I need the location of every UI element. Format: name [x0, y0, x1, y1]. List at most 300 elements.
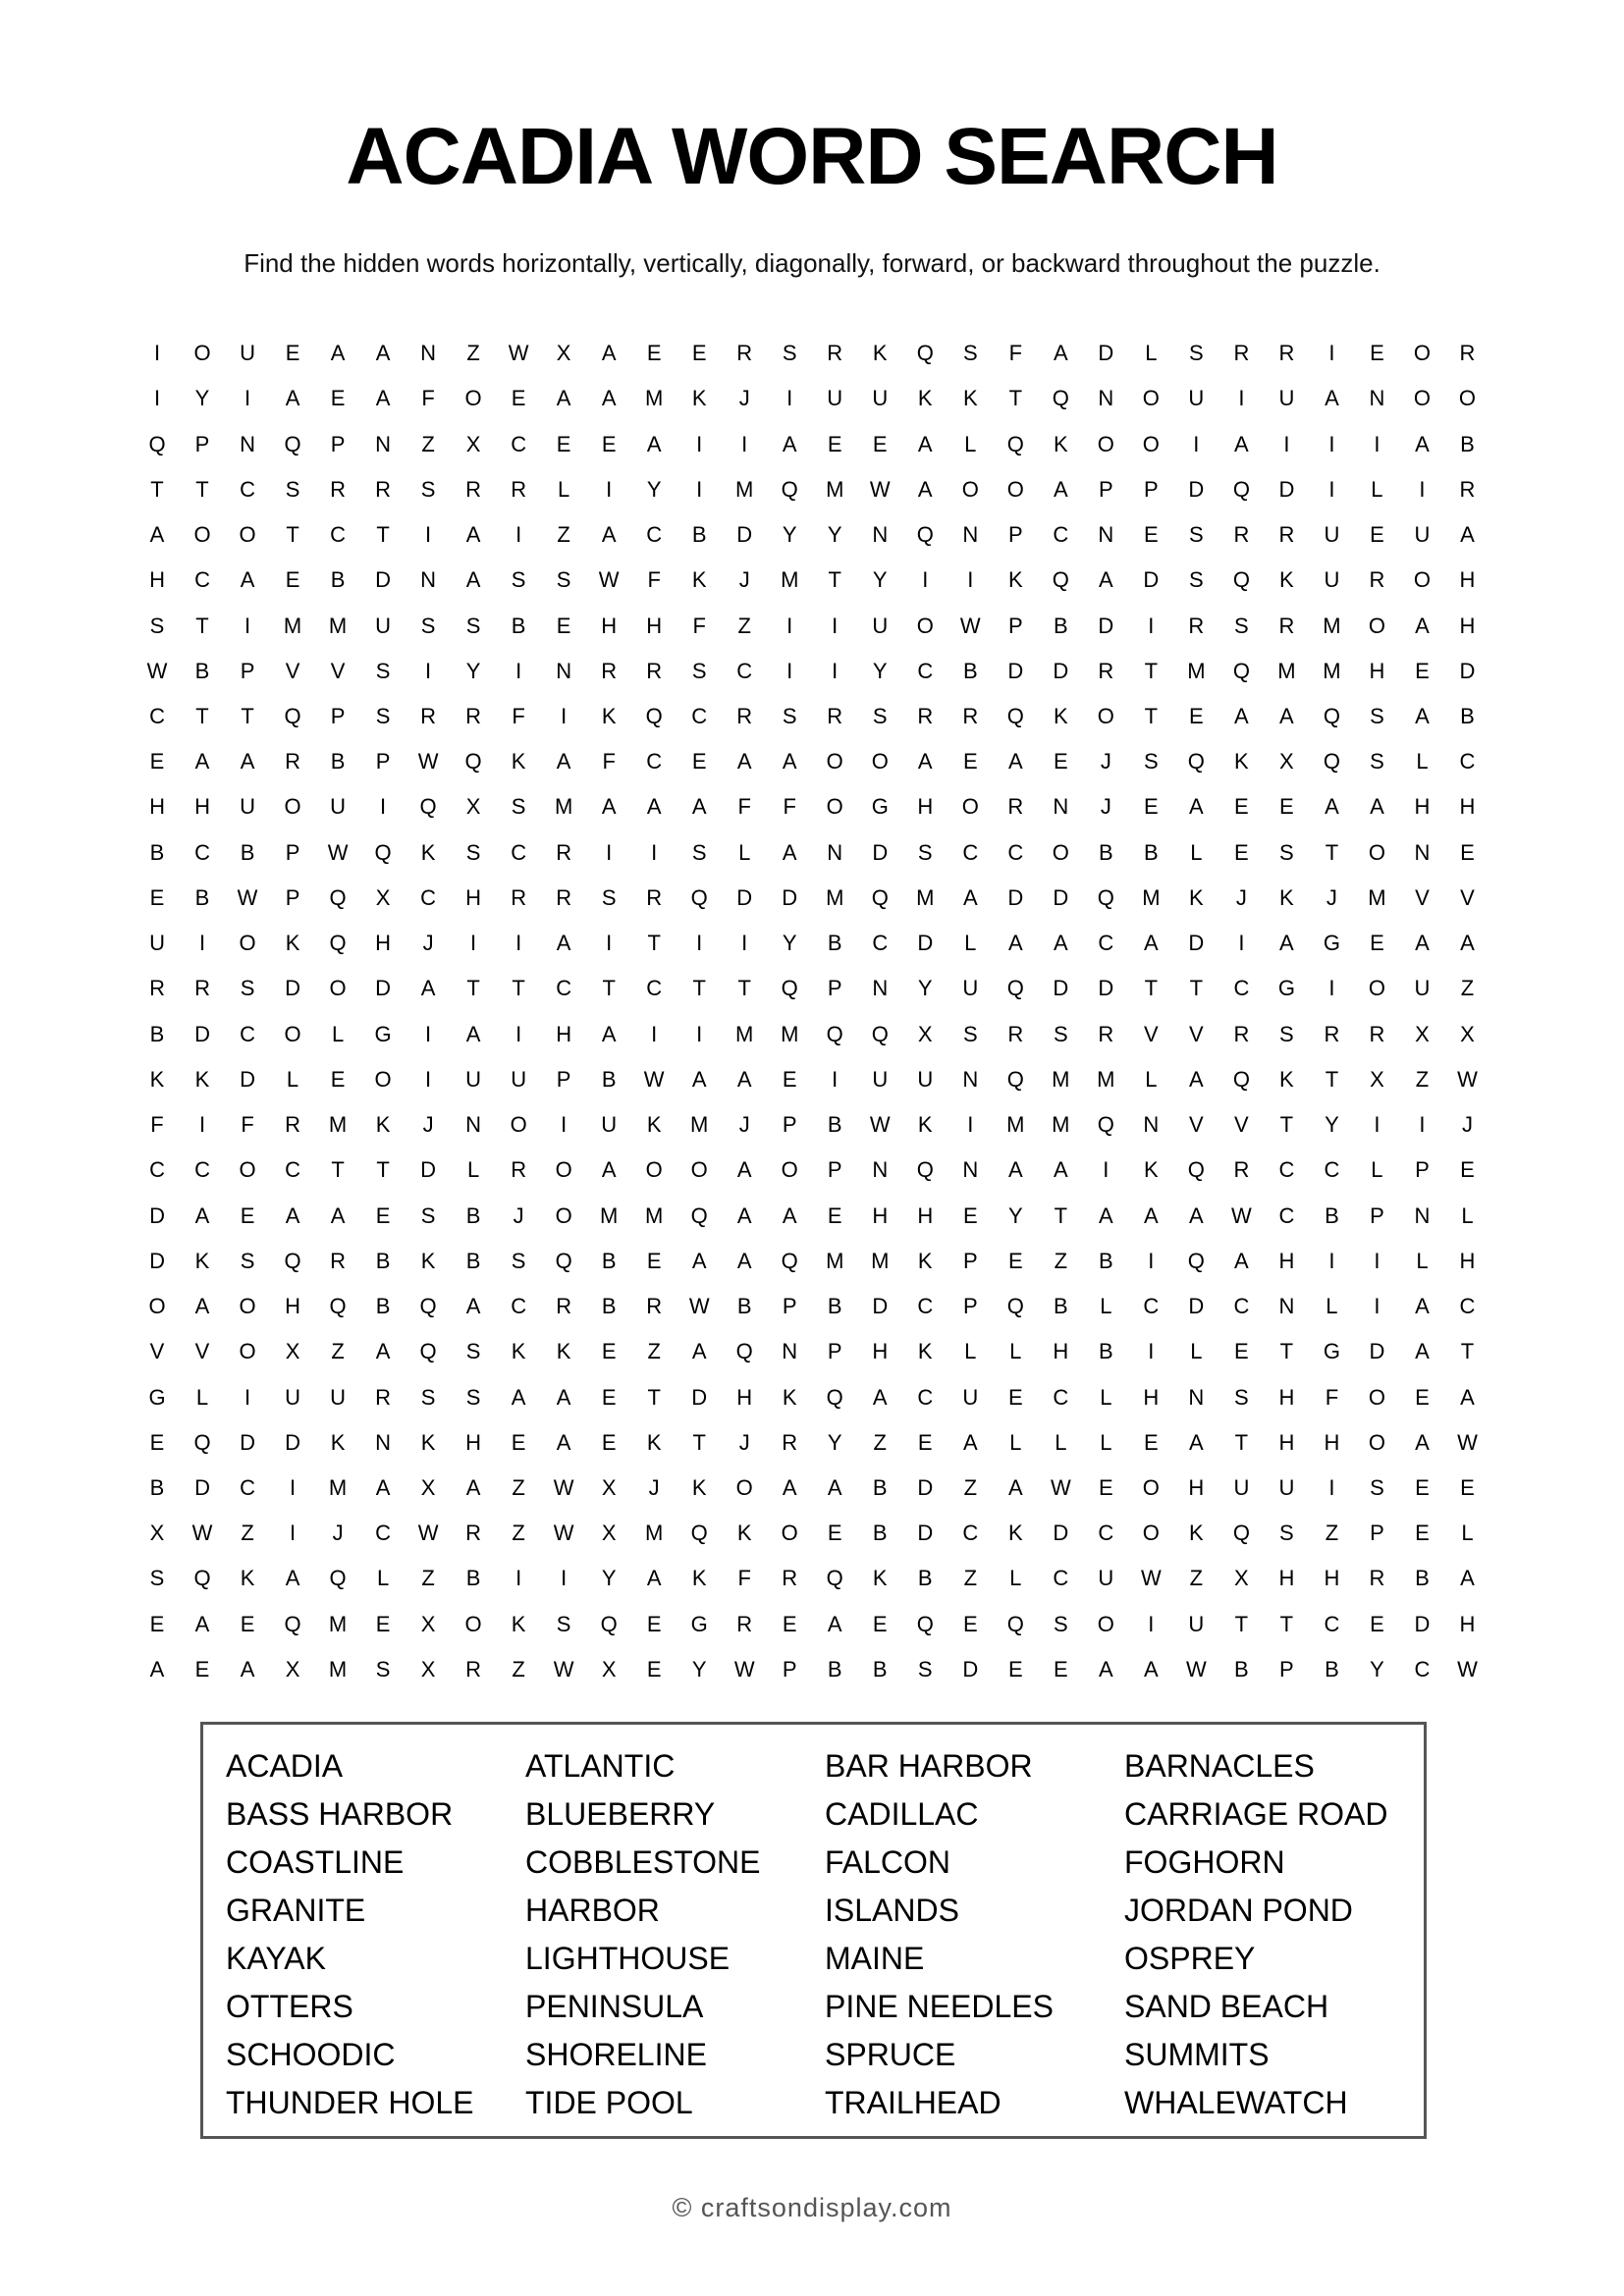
grid-letter[interactable]: D [917, 1474, 934, 1500]
grid-letter[interactable]: S [511, 794, 526, 820]
grid-letter[interactable]: H [646, 613, 663, 638]
grid-letter[interactable]: Z [1415, 1066, 1430, 1092]
grid-letter[interactable]: S [782, 341, 797, 366]
grid-letter[interactable]: R [646, 884, 663, 910]
grid-letter[interactable]: I [832, 658, 839, 683]
grid-letter[interactable]: R [646, 658, 663, 683]
grid-letter[interactable]: X [285, 1656, 300, 1682]
grid-letter[interactable]: K [601, 703, 617, 728]
grid-letter[interactable]: J [422, 931, 434, 956]
grid-letter[interactable]: E [556, 431, 571, 456]
grid-letter[interactable]: Q [826, 1384, 843, 1410]
grid-letter[interactable]: H [1053, 1339, 1069, 1364]
grid-letter[interactable]: Q [1006, 431, 1024, 456]
grid-letter[interactable]: I [1374, 431, 1380, 456]
grid-letter[interactable]: B [872, 1474, 888, 1500]
grid-letter[interactable]: Z [647, 1339, 661, 1364]
grid-letter[interactable]: N [1098, 386, 1114, 411]
grid-letter[interactable]: P [1415, 1157, 1430, 1183]
grid-letter[interactable]: X [556, 341, 571, 366]
grid-letter[interactable]: H [1459, 1248, 1476, 1273]
grid-letter[interactable]: E [1144, 522, 1159, 548]
grid-letter[interactable]: Q [690, 1521, 708, 1546]
grid-letter[interactable]: K [1007, 567, 1023, 593]
grid-letter[interactable]: M [781, 1021, 799, 1046]
grid-letter[interactable]: A [782, 749, 797, 774]
grid-letter[interactable]: Q [826, 1021, 843, 1046]
grid-letter[interactable]: D [872, 839, 889, 865]
grid-letter[interactable]: M [1006, 1112, 1025, 1138]
grid-letter[interactable]: B [827, 931, 842, 956]
grid-letter[interactable]: A [917, 431, 933, 456]
grid-letter[interactable]: J [738, 567, 750, 593]
grid-letter[interactable]: K [872, 1566, 888, 1591]
grid-letter[interactable]: T [1189, 976, 1204, 1001]
grid-letter[interactable]: S [1189, 522, 1204, 548]
grid-letter[interactable]: A [782, 431, 797, 456]
grid-letter[interactable]: A [465, 1021, 481, 1046]
grid-letter[interactable]: A [194, 1294, 210, 1319]
grid-letter[interactable]: D [1143, 567, 1160, 593]
grid-letter[interactable]: R [601, 658, 618, 683]
grid-letter[interactable]: O [871, 749, 889, 774]
grid-letter[interactable]: T [512, 976, 525, 1001]
grid-letter[interactable]: R [736, 341, 753, 366]
grid-letter[interactable]: I [289, 1521, 297, 1546]
grid-letter[interactable]: C [511, 839, 527, 865]
grid-letter[interactable]: B [330, 567, 346, 593]
grid-letter[interactable]: A [1415, 613, 1430, 638]
grid-letter[interactable]: T [1279, 1112, 1294, 1138]
grid-letter[interactable]: T [1279, 1339, 1294, 1364]
grid-letter[interactable]: M [645, 1521, 664, 1546]
grid-letter[interactable]: R [962, 703, 979, 728]
grid-letter[interactable]: R [465, 1656, 482, 1682]
grid-letter[interactable]: C [691, 703, 708, 728]
grid-letter[interactable]: W [733, 1656, 755, 1682]
grid-letter[interactable]: E [782, 1611, 797, 1636]
grid-letter[interactable]: A [1234, 1248, 1249, 1273]
grid-letter[interactable]: Y [782, 931, 797, 956]
grid-letter[interactable]: A [1189, 1202, 1204, 1228]
grid-letter[interactable]: H [1278, 1384, 1295, 1410]
grid-letter[interactable]: Q [690, 884, 708, 910]
grid-letter[interactable]: V [1234, 1112, 1249, 1138]
grid-letter[interactable]: J [1461, 1112, 1473, 1138]
grid-letter[interactable]: S [465, 1384, 481, 1410]
grid-letter[interactable]: Q [916, 1611, 934, 1636]
grid-letter[interactable]: I [967, 1112, 974, 1138]
grid-letter[interactable]: W [959, 613, 981, 638]
grid-letter[interactable]: I [561, 1566, 568, 1591]
grid-letter[interactable]: U [917, 1066, 934, 1092]
grid-letter[interactable]: T [331, 1157, 345, 1183]
grid-letter[interactable]: X [1279, 749, 1294, 774]
grid-letter[interactable]: E [601, 1339, 617, 1364]
grid-letter[interactable]: M [645, 386, 664, 411]
grid-letter[interactable]: I [696, 931, 703, 956]
grid-letter[interactable]: O [781, 1157, 798, 1183]
grid-letter[interactable]: Y [782, 522, 797, 548]
grid-letter[interactable]: O [735, 1474, 753, 1500]
grid-letter[interactable]: X [285, 1339, 300, 1364]
grid-letter[interactable]: Q [1323, 749, 1340, 774]
grid-letter[interactable]: H [1414, 794, 1431, 820]
grid-letter[interactable]: H [194, 794, 210, 820]
grid-letter[interactable]: A [691, 794, 707, 820]
grid-letter[interactable]: O [329, 976, 347, 1001]
grid-letter[interactable]: K [917, 1339, 933, 1364]
grid-letter[interactable]: Q [1052, 386, 1069, 411]
grid-letter[interactable]: D [782, 884, 798, 910]
grid-letter[interactable]: P [330, 431, 346, 456]
grid-letter[interactable]: K [375, 1112, 391, 1138]
grid-letter[interactable]: I [651, 1021, 658, 1046]
grid-letter[interactable]: P [962, 1294, 978, 1319]
grid-letter[interactable]: D [194, 1021, 210, 1046]
grid-letter[interactable]: I [786, 613, 793, 638]
grid-letter[interactable]: A [1007, 749, 1023, 774]
grid-letter[interactable]: E [1415, 1521, 1430, 1546]
grid-letter[interactable]: Z [512, 1474, 525, 1500]
grid-letter[interactable]: N [1053, 794, 1069, 820]
grid-letter[interactable]: A [556, 386, 571, 411]
grid-letter[interactable]: S [1053, 1611, 1068, 1636]
grid-letter[interactable]: Q [871, 884, 889, 910]
grid-letter[interactable]: E [285, 567, 300, 593]
grid-letter[interactable]: C [917, 1384, 934, 1410]
grid-letter[interactable]: H [465, 884, 482, 910]
grid-letter[interactable]: P [1098, 476, 1113, 502]
grid-letter[interactable]: A [601, 794, 617, 820]
grid-letter[interactable]: O [1142, 1521, 1160, 1546]
grid-letter[interactable]: I [786, 658, 793, 683]
grid-letter[interactable]: B [1415, 1566, 1430, 1591]
grid-letter[interactable]: Q [419, 1294, 437, 1319]
grid-letter[interactable]: D [285, 1429, 300, 1455]
grid-letter[interactable]: E [1460, 839, 1475, 865]
grid-letter[interactable]: M [1097, 1066, 1115, 1092]
grid-letter[interactable]: H [1324, 1429, 1340, 1455]
grid-letter[interactable]: B [827, 1294, 842, 1319]
grid-letter[interactable]: U [872, 386, 889, 411]
grid-letter[interactable]: E [511, 386, 526, 411]
grid-letter[interactable]: B [1460, 703, 1475, 728]
grid-letter[interactable]: H [1278, 1248, 1295, 1273]
grid-letter[interactable]: E [872, 431, 888, 456]
grid-letter[interactable]: I [515, 1566, 522, 1591]
grid-letter[interactable]: P [1144, 476, 1159, 502]
grid-letter[interactable]: A [1415, 1429, 1430, 1455]
grid-letter[interactable]: O [193, 341, 211, 366]
grid-letter[interactable]: I [153, 386, 161, 411]
grid-letter[interactable]: C [736, 658, 753, 683]
grid-letter[interactable]: C [1098, 1521, 1114, 1546]
grid-letter[interactable]: F [737, 1566, 751, 1591]
grid-letter[interactable]: A [736, 1202, 752, 1228]
grid-letter[interactable]: C [240, 1474, 255, 1500]
grid-letter[interactable]: U [1233, 1474, 1250, 1500]
grid-letter[interactable]: E [556, 613, 571, 638]
grid-letter[interactable]: S [556, 1611, 571, 1636]
grid-letter[interactable]: D [1414, 1611, 1431, 1636]
grid-letter[interactable]: L [1009, 1566, 1022, 1591]
grid-letter[interactable]: C [1278, 1157, 1295, 1183]
grid-letter[interactable]: I [244, 386, 251, 411]
grid-letter[interactable]: I [1148, 1248, 1155, 1273]
grid-letter[interactable]: S [1234, 613, 1249, 638]
grid-letter[interactable]: N [1143, 1112, 1160, 1138]
grid-letter[interactable]: Z [1460, 976, 1475, 1001]
grid-letter[interactable]: P [1007, 522, 1023, 548]
grid-letter[interactable]: A [1279, 703, 1294, 728]
grid-letter[interactable]: M [1052, 1112, 1070, 1138]
grid-letter[interactable]: J [332, 1521, 344, 1546]
grid-letter[interactable]: C [962, 839, 979, 865]
grid-letter[interactable]: A [375, 1339, 391, 1364]
grid-letter[interactable]: I [380, 794, 387, 820]
grid-letter[interactable]: G [1277, 976, 1295, 1001]
grid-letter[interactable]: C [1233, 1294, 1250, 1319]
grid-letter[interactable]: I [198, 931, 206, 956]
grid-letter[interactable]: L [1145, 341, 1158, 366]
grid-letter[interactable]: P [194, 431, 210, 456]
grid-letter[interactable]: C [917, 658, 934, 683]
grid-letter[interactable]: I [561, 1112, 568, 1138]
grid-letter[interactable]: E [962, 1611, 978, 1636]
grid-letter[interactable]: U [1278, 386, 1295, 411]
grid-letter[interactable]: A [1007, 931, 1023, 956]
grid-letter[interactable]: H [1143, 1384, 1160, 1410]
grid-letter[interactable]: Q [1052, 567, 1069, 593]
grid-letter[interactable]: Q [284, 431, 301, 456]
grid-letter[interactable]: M [328, 1112, 348, 1138]
grid-letter[interactable]: Z [512, 1656, 525, 1682]
grid-letter[interactable]: A [601, 522, 617, 548]
grid-letter[interactable]: R [1098, 658, 1114, 683]
grid-letter[interactable]: A [601, 1021, 617, 1046]
grid-letter[interactable]: B [240, 839, 255, 865]
grid-letter[interactable]: T [692, 1429, 706, 1455]
grid-letter[interactable]: T [602, 976, 616, 1001]
grid-letter[interactable]: N [872, 976, 889, 1001]
grid-letter[interactable]: Y [827, 522, 842, 548]
grid-letter[interactable]: J [1100, 749, 1111, 774]
grid-letter[interactable]: S [1370, 703, 1384, 728]
grid-letter[interactable]: K [420, 839, 436, 865]
grid-letter[interactable]: Z [737, 613, 751, 638]
grid-letter[interactable]: X [1234, 1566, 1249, 1591]
grid-letter[interactable]: T [195, 703, 209, 728]
grid-letter[interactable]: V [330, 658, 346, 683]
grid-letter[interactable]: R [646, 1294, 663, 1319]
grid-letter[interactable]: E [1234, 794, 1249, 820]
grid-letter[interactable]: N [1369, 386, 1385, 411]
grid-letter[interactable]: A [1189, 1429, 1204, 1455]
grid-letter[interactable]: C [375, 1521, 392, 1546]
grid-letter[interactable]: E [375, 1611, 391, 1636]
grid-letter[interactable]: R [1098, 1021, 1114, 1046]
grid-letter[interactable]: B [1053, 1294, 1068, 1319]
grid-letter[interactable]: C [1098, 931, 1114, 956]
grid-letter[interactable]: M [645, 1202, 664, 1228]
grid-letter[interactable]: B [1053, 613, 1068, 638]
grid-letter[interactable]: O [1413, 341, 1431, 366]
grid-letter[interactable]: R [1459, 341, 1476, 366]
grid-letter[interactable]: L [558, 476, 570, 502]
grid-letter[interactable]: B [511, 613, 526, 638]
grid-letter[interactable]: O [645, 1157, 663, 1183]
grid-letter[interactable]: E [1007, 1384, 1023, 1410]
grid-letter[interactable]: R [1007, 1021, 1024, 1046]
grid-letter[interactable]: O [555, 1157, 572, 1183]
grid-letter[interactable]: A [691, 1248, 707, 1273]
grid-letter[interactable]: S [375, 703, 391, 728]
grid-letter[interactable]: M [1368, 884, 1386, 910]
grid-letter[interactable]: U [1188, 1611, 1205, 1636]
grid-letter[interactable]: B [149, 1474, 165, 1500]
grid-letter[interactable]: B [1098, 839, 1113, 865]
grid-letter[interactable]: K [420, 1248, 436, 1273]
grid-letter[interactable]: Z [873, 1429, 887, 1455]
grid-letter[interactable]: I [425, 1066, 432, 1092]
grid-letter[interactable]: H [375, 931, 392, 956]
grid-letter[interactable]: W [1457, 1429, 1478, 1455]
grid-letter[interactable]: B [465, 1566, 481, 1591]
grid-letter[interactable]: T [376, 1157, 390, 1183]
grid-letter[interactable]: T [286, 522, 299, 548]
grid-letter[interactable]: N [375, 431, 392, 456]
grid-letter[interactable]: D [375, 976, 392, 1001]
grid-letter[interactable]: E [1415, 658, 1430, 683]
grid-letter[interactable]: I [1328, 431, 1335, 456]
grid-letter[interactable]: O [826, 749, 843, 774]
grid-letter[interactable]: R [465, 1521, 482, 1546]
grid-letter[interactable]: C [194, 839, 210, 865]
grid-letter[interactable]: W [417, 749, 439, 774]
grid-letter[interactable]: A [1007, 1157, 1023, 1183]
grid-letter[interactable]: B [917, 1566, 933, 1591]
grid-letter[interactable]: S [1279, 1521, 1294, 1546]
grid-letter[interactable]: C [1459, 1294, 1476, 1319]
grid-letter[interactable]: N [420, 567, 437, 593]
grid-letter[interactable]: Q [1006, 976, 1024, 1001]
grid-letter[interactable]: X [420, 1611, 436, 1636]
grid-letter[interactable]: S [1370, 749, 1384, 774]
grid-letter[interactable]: M [735, 476, 754, 502]
grid-letter[interactable]: O [1097, 1611, 1114, 1636]
grid-letter[interactable]: N [240, 431, 255, 456]
grid-letter[interactable]: R [375, 476, 392, 502]
grid-letter[interactable]: W [327, 839, 349, 865]
grid-letter[interactable]: I [696, 1021, 703, 1046]
grid-letter[interactable]: U [872, 1066, 889, 1092]
grid-letter[interactable]: P [827, 1157, 842, 1183]
grid-letter[interactable]: S [872, 703, 888, 728]
grid-letter[interactable]: A [511, 1384, 526, 1410]
grid-letter[interactable]: R [1278, 522, 1295, 548]
grid-letter[interactable]: F [1008, 341, 1023, 366]
grid-letter[interactable]: A [872, 1384, 888, 1410]
grid-letter[interactable]: W [237, 884, 258, 910]
grid-letter[interactable]: I [470, 931, 477, 956]
grid-letter[interactable]: K [691, 567, 707, 593]
grid-letter[interactable]: R [330, 476, 347, 502]
grid-letter[interactable]: R [465, 476, 482, 502]
grid-letter[interactable]: E [646, 1656, 662, 1682]
grid-letter[interactable]: S [691, 658, 707, 683]
grid-letter[interactable]: E [646, 1248, 662, 1273]
grid-letter[interactable]: A [1325, 386, 1339, 411]
grid-letter[interactable]: A [465, 522, 481, 548]
grid-letter[interactable]: C [646, 749, 663, 774]
grid-letter[interactable]: U [1414, 522, 1431, 548]
grid-letter[interactable]: D [1188, 1294, 1205, 1319]
grid-letter[interactable]: Q [690, 1202, 708, 1228]
grid-letter[interactable]: E [1370, 931, 1384, 956]
grid-letter[interactable]: R [511, 476, 527, 502]
grid-letter[interactable]: A [420, 976, 436, 1001]
grid-letter[interactable]: K [1279, 567, 1294, 593]
grid-letter[interactable]: M [871, 1248, 890, 1273]
grid-letter[interactable]: S [1234, 1384, 1249, 1410]
grid-letter[interactable]: Q [871, 1021, 889, 1046]
grid-letter[interactable]: A [240, 749, 255, 774]
grid-letter[interactable]: P [1007, 613, 1023, 638]
grid-letter[interactable]: K [646, 1112, 662, 1138]
grid-letter[interactable]: B [1234, 1656, 1249, 1682]
grid-letter[interactable]: T [1325, 1066, 1339, 1092]
grid-letter[interactable]: A [1144, 931, 1159, 956]
grid-letter[interactable]: B [827, 1656, 842, 1682]
grid-letter[interactable]: P [240, 658, 255, 683]
grid-letter[interactable]: W [1050, 1474, 1071, 1500]
grid-letter[interactable]: B [149, 1021, 165, 1046]
grid-letter[interactable]: X [601, 1474, 617, 1500]
grid-letter[interactable]: A [1415, 1339, 1430, 1364]
grid-letter[interactable]: L [964, 431, 977, 456]
grid-letter[interactable]: O [284, 1021, 301, 1046]
grid-letter[interactable]: W [553, 1656, 574, 1682]
grid-letter[interactable]: A [375, 1474, 391, 1500]
grid-letter[interactable]: K [872, 341, 888, 366]
grid-letter[interactable]: E [962, 1202, 978, 1228]
grid-letter[interactable]: E [240, 1611, 255, 1636]
grid-letter[interactable]: Y [691, 1656, 707, 1682]
grid-letter[interactable]: L [1461, 1521, 1474, 1546]
grid-letter[interactable]: M [826, 476, 844, 502]
grid-letter[interactable]: Z [557, 522, 570, 548]
grid-letter[interactable]: U [375, 613, 392, 638]
grid-letter[interactable]: N [782, 1339, 798, 1364]
grid-letter[interactable]: S [420, 1384, 436, 1410]
grid-letter[interactable]: P [782, 1294, 797, 1319]
grid-letter[interactable]: A [736, 1066, 752, 1092]
grid-letter[interactable]: Q [284, 1611, 301, 1636]
grid-letter[interactable]: A [465, 567, 481, 593]
grid-letter[interactable]: M [735, 1021, 754, 1046]
grid-letter[interactable]: F [737, 794, 751, 820]
grid-letter[interactable]: C [420, 884, 437, 910]
grid-letter[interactable]: M [1277, 658, 1296, 683]
grid-letter[interactable]: M [328, 1474, 348, 1500]
grid-letter[interactable]: I [1419, 476, 1426, 502]
grid-letter[interactable]: Q [781, 976, 798, 1001]
grid-letter[interactable]: I [1374, 1112, 1380, 1138]
grid-letter[interactable]: S [1144, 749, 1159, 774]
grid-letter[interactable]: Y [1370, 1656, 1384, 1682]
grid-letter[interactable]: L [195, 1384, 209, 1410]
